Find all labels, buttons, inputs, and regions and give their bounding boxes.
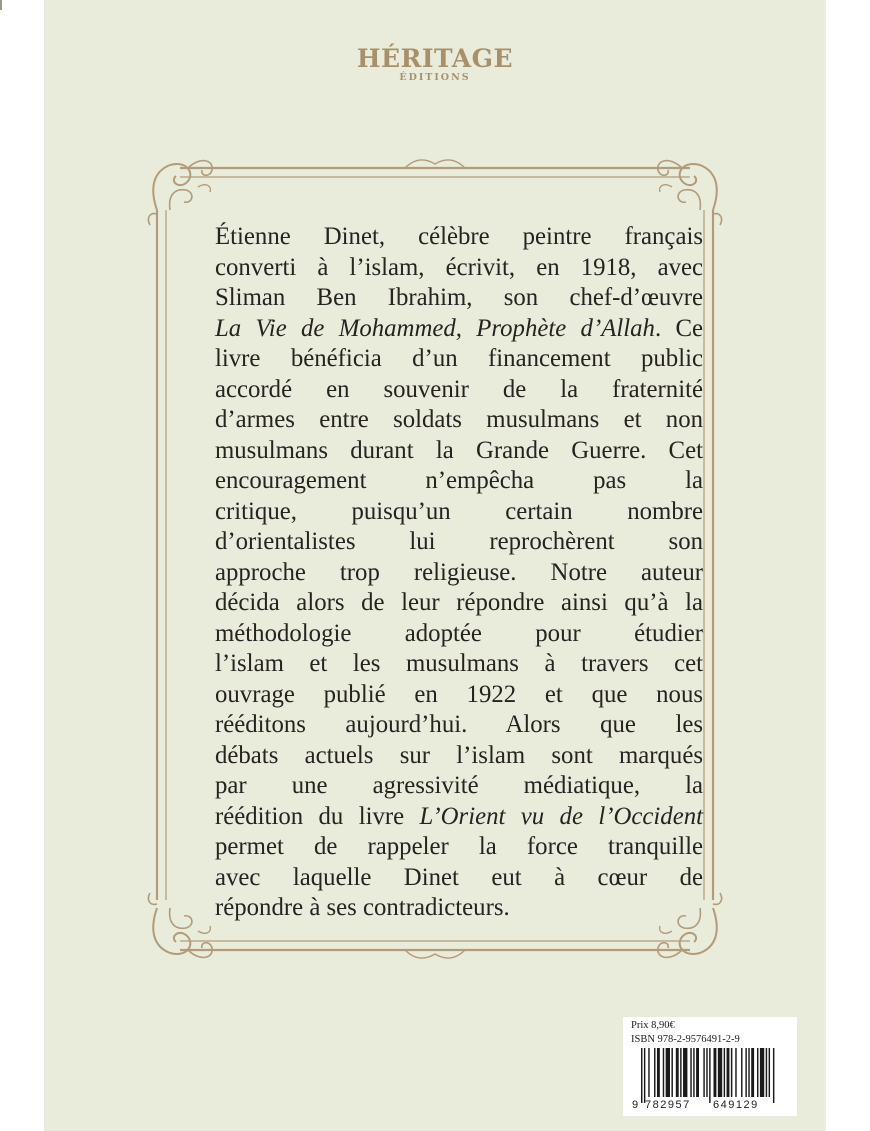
blurb-text: Sliman Ben Ibrahim, son chef-d’œuvre (215, 284, 703, 311)
blurb-text: accordé en souvenir de la fraternité (215, 375, 703, 403)
barcode-bar (751, 1048, 754, 1097)
blurb-line (215, 314, 703, 345)
barcode-bar (666, 1048, 670, 1097)
barcode-bar (683, 1048, 687, 1097)
blurb-line (215, 649, 703, 680)
barcode-bar (714, 1048, 717, 1097)
blurb-line (215, 558, 703, 589)
book-title-italic: L’Orient vu de l’Occident (419, 802, 703, 830)
barcode-bar (696, 1048, 699, 1097)
barcode-bar (760, 1048, 764, 1097)
publisher-logo: HÉRITAGE (356, 44, 514, 73)
blurb-line (215, 344, 703, 375)
barcode-bar (663, 1048, 664, 1097)
blurb-line (215, 497, 703, 528)
barcode-bar (745, 1048, 746, 1097)
blurb-text: rééditons aujourd’hui. Alors que les (215, 711, 703, 738)
flourish-bottom (405, 950, 465, 958)
blurb-line (215, 405, 703, 436)
barcode-bar (693, 1048, 694, 1097)
blurb-text: d’armes entre soldats musulmans et non (215, 406, 703, 433)
price-text: Prix 8,90€ (631, 1020, 675, 1031)
blurb-line (215, 741, 703, 772)
barcode-bar (676, 1048, 679, 1097)
blurb-line (215, 283, 703, 314)
barcode-bar (644, 1048, 645, 1103)
barcode-bar (680, 1048, 681, 1097)
barcode-bar (727, 1048, 730, 1097)
blurb-line (215, 832, 703, 863)
barcode-bar (748, 1048, 749, 1097)
blurb-line (215, 619, 703, 650)
barcode-bar (641, 1048, 642, 1103)
blurb-text: approche trop religieuse. Notre auteur (215, 558, 703, 586)
blurb-text: par une agressivité médiatique, la (215, 772, 703, 799)
barcode-digits-group-2: 649129 (713, 1099, 759, 1111)
barcode-bar (769, 1048, 770, 1097)
barcode-bar (724, 1048, 725, 1097)
barcode-bar (654, 1048, 655, 1097)
blurb-text: livre bénéficia d’un financement public (215, 345, 703, 372)
blurb-text: . Ce (654, 314, 703, 342)
blurb-text: d’orientalistes lui reprochèrent son (215, 528, 703, 555)
blurb-line (215, 893, 703, 924)
blurb-line (215, 436, 703, 467)
barcode-label (623, 1017, 797, 1116)
blurb-text: Étienne Dinet, célèbre peintre français (215, 223, 703, 250)
blurb-line (215, 527, 703, 558)
barcode-bar (703, 1048, 704, 1097)
blurb-line (215, 680, 703, 711)
blurb-text: encouragement n’empêcha pas la (215, 467, 703, 494)
blurb-line (215, 771, 703, 802)
barcode-bar (773, 1048, 774, 1103)
barcode-bar (731, 1048, 732, 1097)
blurb-text: décida alors de leur répondre ainsi qu’à la (215, 589, 703, 616)
blurb-line (215, 863, 703, 894)
flourish-top (405, 160, 465, 168)
barcode-bar (757, 1048, 758, 1097)
corner-ornament-bottom-left (148, 893, 212, 957)
barcode-digit-first: 9 (632, 1099, 639, 1111)
blurb-line (215, 588, 703, 619)
blurb-text: débats actuels sur l’islam sont marqués (215, 741, 703, 769)
blurb-text: permet de rappeler la force tranquille (215, 833, 703, 860)
barcode-bar (735, 1048, 736, 1097)
blurb-text: réédition du livre (215, 802, 420, 830)
barcode-bar (671, 1048, 672, 1097)
blurb-text: avec laquelle Dinet eut à cœur de (215, 863, 703, 891)
barcode-bar (657, 1048, 660, 1097)
blurb-line (215, 253, 703, 284)
barcode-bar (648, 1048, 649, 1097)
blurb-text: répondre à ses contradicteurs. (215, 894, 510, 921)
barcode-bar (690, 1048, 691, 1097)
blurb-line (215, 466, 703, 497)
back-cover-blurb (215, 222, 703, 924)
blurb-text: méthodologie adoptée pour étudier (215, 619, 703, 647)
blurb-line (215, 375, 703, 406)
isbn-text: ISBN 978-2-9576491-2-9 (631, 1034, 740, 1045)
blurb-text: musulmans durant la Grande Guerre. Cet (215, 436, 703, 464)
barcode-bar (709, 1048, 710, 1103)
barcode-digits-group-1: 782957 (645, 1099, 691, 1111)
publisher-imprint: ÉDITIONS (399, 72, 471, 83)
blurb-text: converti à l’islam, écrivit, en 1918, avec (215, 253, 703, 281)
barcode-bar (741, 1048, 742, 1097)
blurb-text: l’islam et les musulmans à travers cet (215, 650, 703, 677)
blurb-line (215, 222, 703, 253)
blurb-text: critique, puisqu’un certain nombre (215, 497, 703, 525)
blurb-line (215, 710, 703, 741)
barcode-bar (718, 1048, 722, 1097)
book-title-italic: La Vie de Mohammed, Prophète d’Allah (215, 314, 655, 342)
blurb-text: ouvrage publié en 1922 et que nous (215, 680, 703, 708)
barcode-bar (706, 1048, 707, 1097)
blurb-line (215, 802, 703, 833)
barcode-bar (766, 1048, 767, 1097)
